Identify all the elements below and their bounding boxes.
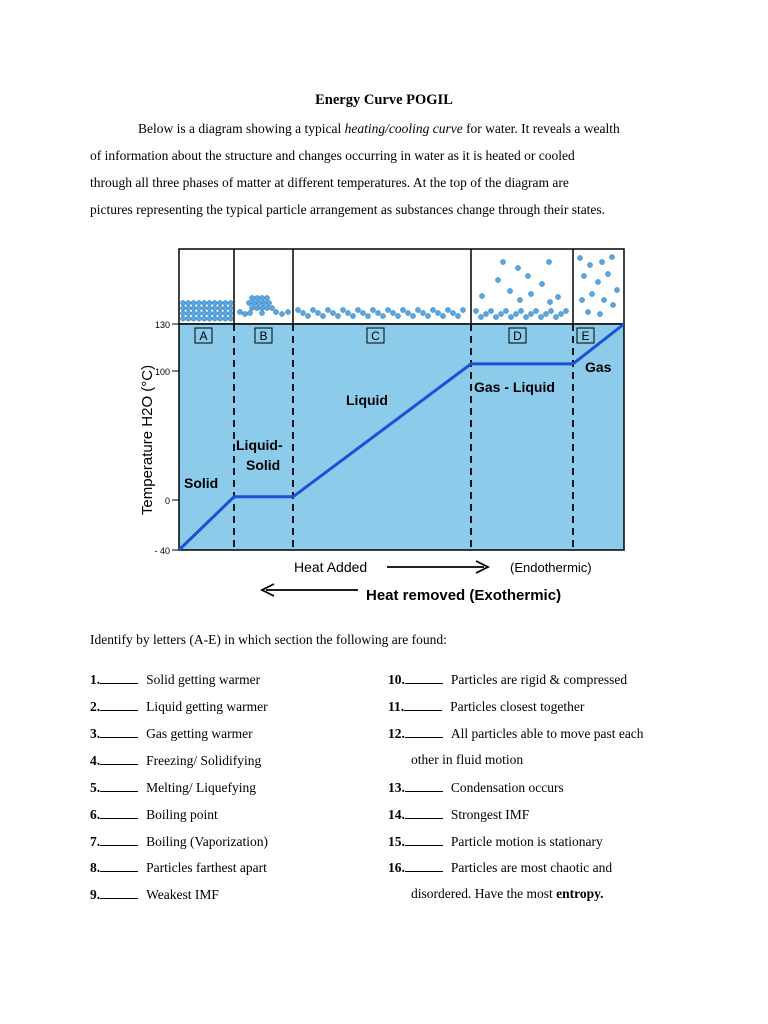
particle-solid (223, 316, 228, 321)
question-text: Condensation occurs (450, 780, 564, 795)
question-number: 4. (90, 753, 101, 768)
particle-liquid (440, 313, 445, 318)
particle-melting (254, 295, 259, 300)
particle-solid (191, 316, 196, 321)
question-item (90, 698, 268, 715)
particle-liquid (415, 307, 420, 312)
question-item (388, 859, 612, 876)
particle-gas (555, 294, 560, 299)
particle-gas (577, 255, 582, 260)
answer-blank[interactable] (100, 886, 138, 899)
particle-solid (228, 311, 233, 316)
particle-gas (610, 302, 615, 307)
particle-panels (179, 249, 624, 324)
particle-liquid (450, 310, 455, 315)
particle-liquid (473, 308, 478, 313)
answer-blank[interactable] (100, 779, 138, 792)
phase-label-liquid-solid: Liquid- (236, 437, 283, 453)
answer-blank[interactable] (405, 671, 443, 684)
particle-solid (202, 300, 207, 305)
question-number: 2. (90, 699, 101, 714)
question-number: 13. (388, 780, 405, 795)
answer-blank[interactable] (100, 725, 138, 738)
particle-liquid (365, 313, 370, 318)
particle-liquid (548, 308, 553, 313)
particle-solid (218, 311, 223, 316)
particle-liquid (488, 308, 493, 313)
particle-solid (191, 300, 196, 305)
particle-gas (546, 259, 551, 264)
y-tick-label: 100 (154, 367, 170, 377)
particle-solid (186, 300, 191, 305)
particle-solid (196, 316, 201, 321)
question-item (388, 671, 627, 688)
particle-melting (242, 311, 247, 316)
particle-liquid (430, 307, 435, 312)
y-tick-label: 0 (164, 496, 170, 506)
heat-annotations (262, 559, 592, 604)
particle-liquid (543, 311, 548, 316)
particle-solid (180, 316, 185, 321)
particle-liquid (350, 313, 355, 318)
particle-gas (587, 262, 592, 267)
particle-liquid (460, 307, 465, 312)
particle-solid (196, 311, 201, 316)
question-number: 9. (90, 887, 101, 902)
question-number: 14. (388, 807, 405, 822)
particle-melting (264, 295, 269, 300)
particle-liquid (370, 307, 375, 312)
particle-liquid (533, 308, 538, 313)
particle-solid (202, 316, 207, 321)
particle-solid (212, 316, 217, 321)
answer-blank[interactable] (100, 752, 138, 765)
particle-solid (186, 311, 191, 316)
particle-melting (266, 300, 271, 305)
particle-solid (218, 316, 223, 321)
particle-solid (223, 311, 228, 316)
particle-liquid (523, 314, 528, 319)
particle-gas (609, 254, 614, 259)
particle-liquid (390, 310, 395, 315)
question-item (388, 833, 603, 850)
question-number: 8. (90, 860, 101, 875)
question-number: 10. (388, 672, 405, 687)
particle-liquid (295, 307, 300, 312)
particle-melting (285, 309, 290, 314)
particle-melting (246, 300, 251, 305)
particle-gas (479, 293, 484, 298)
phase-label-liquid: Liquid (346, 392, 388, 408)
particle-melting (259, 295, 264, 300)
particle-liquid (305, 313, 310, 318)
particle-liquid (513, 311, 518, 316)
question-number: 11. (388, 699, 405, 714)
particle-gas (589, 291, 594, 296)
particle-melting (279, 311, 284, 316)
particle-liquid (320, 313, 325, 318)
question-text: Boiling (Vaporization) (146, 834, 268, 849)
question-text: Particle motion is stationary (450, 834, 603, 849)
particle-solid (218, 306, 223, 311)
section-label-d: D (513, 329, 522, 343)
particle-solid (202, 306, 207, 311)
particle-melting (261, 300, 266, 305)
particle-solid (191, 311, 196, 316)
particle-solid (212, 311, 217, 316)
instructions: Identify by letters (A-E) in which section the following are found: (90, 632, 447, 647)
heat-added-label: Heat Added (294, 559, 368, 575)
particle-liquid (508, 314, 513, 319)
endothermic-label: (Endothermic) (510, 560, 592, 575)
particle-solid (196, 306, 201, 311)
particle-liquid (300, 310, 305, 315)
particle-liquid (435, 310, 440, 315)
particle-solid (228, 300, 233, 305)
particle-liquid (325, 307, 330, 312)
particle-liquid (405, 310, 410, 315)
particle-melting (254, 305, 259, 310)
question-number: 6. (90, 807, 101, 822)
particle-solid (223, 306, 228, 311)
question-text: disordered. Have the most (411, 886, 557, 901)
intro-text: of information about the structure and changes occurring in water as it is heated or cooled (90, 148, 575, 163)
particle-gas (547, 299, 552, 304)
particle-gas (581, 273, 586, 278)
particle-melting (251, 300, 256, 305)
y-tick-label: 130 (154, 320, 170, 330)
question-number: 16. (388, 860, 405, 875)
answer-blank[interactable] (405, 859, 443, 872)
particle-melting (259, 310, 264, 315)
y-axis-label: Temperature H2O (°C) (139, 364, 156, 516)
particle-liquid (455, 313, 460, 318)
intro-emphasis: heating/cooling curve (344, 121, 463, 136)
question-text: Particles farthest apart (146, 860, 267, 875)
particle-gas (495, 277, 500, 282)
particle-liquid (483, 311, 488, 316)
question-item (90, 752, 261, 769)
particle-gas (601, 297, 606, 302)
particle-solid (223, 300, 228, 305)
particle-liquid (400, 307, 405, 312)
particle-gas (605, 271, 610, 276)
particle-liquid (493, 314, 498, 319)
particle-solid (207, 306, 212, 311)
particle-liquid (345, 310, 350, 315)
particle-liquid (558, 311, 563, 316)
particle-gas (579, 297, 584, 302)
particle-liquid (360, 310, 365, 315)
particle-solid (207, 311, 212, 316)
particle-gas (500, 259, 505, 264)
particle-liquid (538, 314, 543, 319)
particle-melting (237, 309, 242, 314)
particle-solid (218, 300, 223, 305)
particle-gas (507, 288, 512, 293)
answer-blank[interactable] (100, 698, 138, 711)
particle-solid (212, 306, 217, 311)
question-item (90, 779, 256, 796)
intro-text: Below is a diagram showing a typical (138, 121, 345, 136)
particle-gas (515, 265, 520, 270)
question-text: Particles are rigid & compressed (450, 672, 628, 687)
particle-solid (228, 316, 233, 321)
particle-liquid (563, 308, 568, 313)
particle-liquid (478, 314, 483, 319)
question-continuation (411, 886, 603, 902)
answer-blank[interactable] (405, 779, 443, 792)
heat-removed-label: Heat removed (Exothermic) (366, 587, 562, 604)
phase-label-gas-liquid: Gas - Liquid (474, 379, 555, 395)
particle-liquid (340, 307, 345, 312)
particle-solid (228, 306, 233, 311)
y-axis-ticks (154, 320, 179, 556)
answer-blank[interactable] (405, 806, 443, 819)
particle-liquid (420, 310, 425, 315)
particle-solid (202, 311, 207, 316)
question-item (90, 886, 219, 903)
question-item (388, 698, 584, 715)
particle-melting (247, 310, 252, 315)
particle-liquid (385, 307, 390, 312)
answer-blank[interactable] (100, 806, 138, 819)
particle-liquid (498, 311, 503, 316)
particle-gas (525, 273, 530, 278)
y-tick-label: - 40 (154, 546, 170, 556)
question-item (90, 806, 218, 823)
particle-gas (599, 259, 604, 264)
particle-liquid (410, 313, 415, 318)
particle-gas (595, 279, 600, 284)
particle-liquid (380, 313, 385, 318)
particle-solid (180, 306, 185, 311)
section-label-b: B (259, 329, 268, 343)
question-text: Liquid getting warmer (146, 699, 268, 714)
particle-solid (186, 316, 191, 321)
particle-liquid (553, 314, 558, 319)
answer-blank[interactable] (404, 698, 442, 711)
particle-solid (180, 300, 185, 305)
answer-blank[interactable] (405, 833, 443, 846)
question-item (90, 671, 260, 688)
question-text: Freezing/ Solidifying (146, 753, 262, 768)
particle-melting (259, 305, 264, 310)
section-label-c: C (371, 329, 380, 343)
particle-solid (207, 300, 212, 305)
question-text: Particles closest together (450, 699, 585, 714)
particle-solid (212, 300, 217, 305)
particle-liquid (315, 310, 320, 315)
particle-solid (186, 306, 191, 311)
particle-solid (196, 300, 201, 305)
question-text: Weakest IMF (146, 887, 219, 902)
particle-gas (585, 309, 590, 314)
intro-text: through all three phases of matter at different temperatures. At the top of the diagram are (90, 175, 569, 190)
question-text: Melting/ Liquefying (146, 780, 256, 795)
answer-blank[interactable] (405, 725, 443, 738)
question-number: 3. (90, 726, 101, 741)
particle-liquid (355, 307, 360, 312)
question-text: Boiling point (146, 807, 218, 822)
question-emphasis: entropy. (556, 886, 604, 901)
particle-solid (191, 306, 196, 311)
intro-text: pictures representing the typical particle arrangement as substances change through their states. (90, 202, 606, 217)
particle-melting (264, 305, 269, 310)
question-item (90, 859, 267, 876)
particle-liquid (445, 307, 450, 312)
answer-blank[interactable] (100, 671, 138, 684)
phase-label-liquid-solid: Solid (246, 457, 281, 473)
particle-melting (249, 305, 254, 310)
question-continuation: other in fluid motion (411, 752, 524, 767)
question-item (90, 833, 268, 850)
particle-liquid (375, 310, 380, 315)
particle-liquid (503, 308, 508, 313)
particle-liquid (335, 313, 340, 318)
particle-liquid (310, 307, 315, 312)
question-number: 5. (90, 780, 101, 795)
question-number: 12. (388, 726, 405, 741)
particle-liquid (425, 313, 430, 318)
section-label-a: A (199, 329, 208, 343)
particle-gas (517, 297, 522, 302)
particle-gas (528, 291, 533, 296)
question-item (388, 806, 529, 823)
particle-liquid (528, 311, 533, 316)
question-text: Strongest IMF (450, 807, 530, 822)
answer-blank[interactable] (100, 859, 138, 872)
question-text: Gas getting warmer (146, 726, 253, 741)
question-item (388, 779, 564, 796)
particle-solid (180, 311, 185, 316)
particle-liquid (395, 313, 400, 318)
particle-melting (269, 305, 274, 310)
question-item (388, 725, 644, 742)
section-label-e: E (581, 329, 590, 343)
particle-solid (207, 316, 212, 321)
phase-label-gas: Gas (585, 359, 612, 375)
question-text: All particles able to move past each (450, 726, 644, 741)
particle-gas (597, 311, 602, 316)
particle-liquid (518, 308, 523, 313)
particle-gas (614, 287, 619, 292)
question-text: Particles are most chaotic and (450, 860, 613, 875)
phase-label-solid: Solid (184, 475, 219, 491)
particle-gas (539, 281, 544, 286)
answer-blank[interactable] (100, 833, 138, 846)
page-title: Energy Curve POGIL (315, 92, 453, 108)
question-item (90, 725, 253, 742)
particle-melting (256, 300, 261, 305)
particle-melting (273, 309, 278, 314)
particle-melting (249, 295, 254, 300)
intro-text: for water. It reveals a wealth (462, 121, 620, 136)
question-number: 15. (388, 834, 405, 849)
question-text: Solid getting warmer (146, 672, 261, 687)
question-number: 7. (90, 834, 101, 849)
particle-liquid (330, 310, 335, 315)
question-number: 1. (90, 672, 101, 687)
